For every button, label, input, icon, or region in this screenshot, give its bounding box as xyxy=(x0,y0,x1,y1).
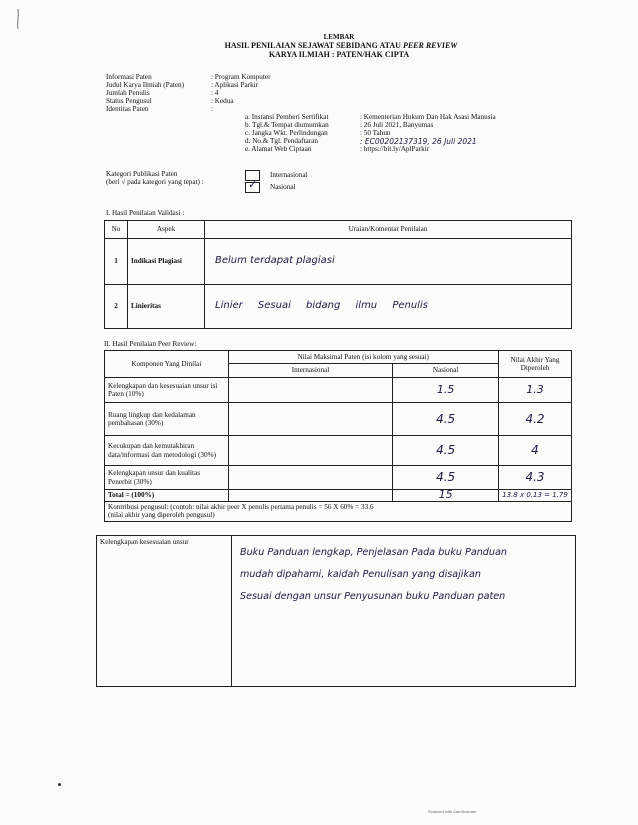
row-akhir: 4.3 xyxy=(498,466,571,490)
kelengkapan-comment xyxy=(232,536,576,687)
row-internasional xyxy=(228,436,393,466)
title-karya: KARYA ILMIAH : PATEN/HAK CIPTA xyxy=(268,50,410,59)
table-row xyxy=(105,436,572,466)
table-row xyxy=(105,285,572,329)
checkmark-icon: ✓ xyxy=(248,178,258,191)
col-no: No xyxy=(105,221,128,239)
col-komponen: Komponen Yang Dinilai xyxy=(105,351,229,378)
kategori-label: Kategori Publikasi Paten xyxy=(106,170,178,178)
row-komponen: Kelengkapan unsur dan kualitas Penerbit (30%) xyxy=(105,466,229,490)
identitas-value-d: : EC00202137319, 26 Juli 2021 xyxy=(360,137,477,146)
kategori-hint: (beri √ pada kategori yang tepat) : xyxy=(106,178,204,186)
row-komponen: Ruang lingkup dan kedalaman pembahasan (30%) xyxy=(105,403,229,436)
row-nasional: 4.5 xyxy=(393,403,499,436)
kelengkapan-line-2: mudah dipahami, kaidah Penulisan yang disajikan xyxy=(240,569,481,580)
col-nasional: Nasional xyxy=(393,364,499,378)
kontribusi-cell xyxy=(105,501,572,521)
kontribusi-row xyxy=(105,501,572,521)
total-nasional: 15 xyxy=(393,490,499,502)
table-row xyxy=(105,378,572,403)
info-value-0: : Program Komputer xyxy=(211,73,271,81)
identitas-value-e: : https://bit.ly/AplParkir xyxy=(360,145,430,153)
kategori-opt-nasional: Nasional xyxy=(270,183,296,191)
info-label-4: Identitas Paten xyxy=(106,105,149,113)
checkbox-nasional[interactable] xyxy=(245,178,260,193)
info-label-3: Status Pengusul xyxy=(106,97,152,105)
identitas-label-b: b. Tgl.& Tempat diumumkan xyxy=(245,121,329,129)
identitas-label-a: a. Instansi Pemberi Sertifikat xyxy=(245,113,329,121)
title-lembar: LEMBAR xyxy=(323,33,355,41)
kelengkapan-label: Kelengkapan kesesuaian unsur xyxy=(97,536,232,687)
row-nasional: 1.5 xyxy=(393,378,499,403)
col-akhir: Nilai Akhir Yang Diperoleh xyxy=(498,351,571,378)
total-row xyxy=(105,490,572,502)
col-aspek: Aspek xyxy=(128,221,205,239)
row-akhir: 4.2 xyxy=(498,403,571,436)
info-label-1: Judul Karya Ilmiah (Paten) xyxy=(106,81,185,89)
row-komponen: Kecukupan dan kemutakhiran data/informasi dan metodologi (30%) xyxy=(105,436,229,466)
section2-heading: II. Hasil Penilaian Peer Review: xyxy=(104,340,197,348)
kelengkapan-line-1: Buku Panduan lengkap, Penjelasan Pada buku Panduan xyxy=(240,547,507,558)
title-main-prefix: HASIL PENILAIAN SEJAWAT SEBIDANG ATAU xyxy=(224,41,403,50)
identitas-value-a: : Kementerian Hukum Dan Hak Asasi Manusia xyxy=(360,113,496,121)
info-value-2: : 4 xyxy=(211,89,219,97)
row-nasional: 4.5 xyxy=(393,466,499,490)
row-no: 1 xyxy=(105,239,128,285)
table-row xyxy=(105,403,572,436)
identitas-label-c: c. Jangka Wkt. Perlindungan xyxy=(245,129,328,137)
row-komentar: Belum terdapat plagiasi xyxy=(205,239,572,285)
section1-heading: I. Hasil Penilaian Validasi : xyxy=(106,209,185,217)
row-aspek: Indikasi Plagiasi xyxy=(128,239,205,285)
kontribusi-line-1: Kontribusi pengusul: (contoh: nilai akhir peer X penulis pertama penulis = 56 X 60% = 33.6 xyxy=(108,502,374,511)
kategori-opt-internasional: Internasional xyxy=(270,171,308,179)
row-aspek: Linieritas xyxy=(128,285,205,329)
identitas-label-e: e. Alamat Web Ciptaan xyxy=(245,145,312,153)
kelengkapan-table xyxy=(96,535,576,687)
row-nasional: 4.5 xyxy=(393,436,499,466)
row-akhir: 1.3 xyxy=(498,378,571,403)
pen-mark-icon xyxy=(14,8,22,30)
row-komentar: Linier Sesuai bidang ilmu Penulis xyxy=(205,285,572,329)
row-akhir: 4 xyxy=(498,436,571,466)
table-row xyxy=(105,239,572,285)
row-internasional xyxy=(228,378,393,403)
total-label: Total = (100%) xyxy=(105,490,229,502)
table-row xyxy=(105,466,572,490)
identitas-value-b: : 26 Juli 2021, Banyumas xyxy=(360,121,434,129)
col-uraian: Uraian/Komentar Penilaian xyxy=(205,221,572,239)
info-value-4: : xyxy=(211,105,213,113)
total-internasional xyxy=(228,490,393,502)
row-internasional xyxy=(228,466,393,490)
peer-review-table xyxy=(104,350,572,522)
scanner-footer: Scanned with CamScanner xyxy=(428,809,477,814)
total-akhir: 13.8 x 0.13 = 1.79 xyxy=(498,490,571,502)
info-label-2: Jumlah Penulis xyxy=(106,89,150,97)
identitas-value-c: : 50 Tahun xyxy=(360,129,391,137)
kelengkapan-line-3: Sesuai dengan unsur Penyusunan buku Panduan paten xyxy=(240,591,506,602)
stray-dot xyxy=(58,783,61,786)
col-maks: Nilai Maksimal Paten (isi kolom yang sesuai) xyxy=(228,351,498,364)
identitas-label-d: d. No.& Tgl. Pendaftaran xyxy=(245,137,318,145)
validasi-table xyxy=(104,220,572,329)
info-value-1: : Aplikasi Parkir xyxy=(211,81,259,89)
col-internasional: Internasional xyxy=(228,364,393,378)
info-label-0: Informasi Paten xyxy=(106,73,152,81)
kontribusi-line-2: (nilai akhir yang diperoleh pengusul) xyxy=(108,511,215,519)
title-main-italic: PEER REVIEW xyxy=(402,41,458,50)
row-no: 2 xyxy=(105,285,128,329)
info-value-3: : Kedua xyxy=(211,97,234,105)
row-komponen: Kelengkapan dan kesesuaian unsur isi Paten (10%) xyxy=(105,378,229,403)
row-internasional xyxy=(228,403,393,436)
